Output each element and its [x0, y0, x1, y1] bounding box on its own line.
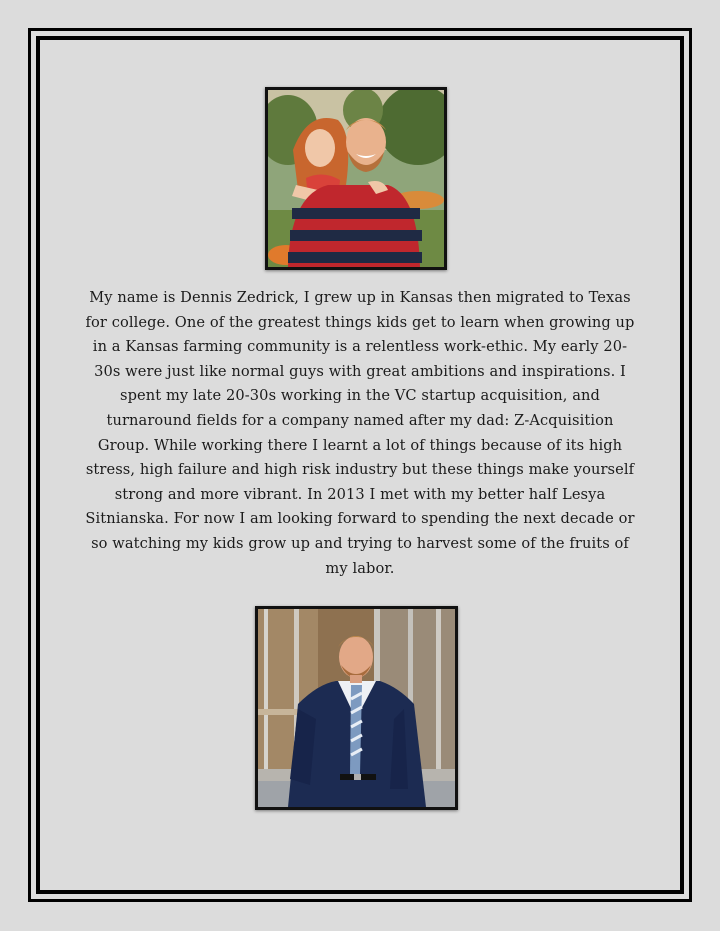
photo-man-in-suit-illustration	[258, 609, 455, 807]
photo-father-and-daughter	[265, 87, 447, 270]
bio-paragraph: My name is Dennis Zedrick, I grew up in Kansas then migrated to Texas for college. One of the greatest things kids get to learn when growing up in a Kansas farming community is a relentless work-ethic. My early 20-30s were just like normal guys with great ambitions and inspirations. I spent my late 20-30s working in the VC startup acquisition, and turnaround fields for a company named after my dad: Z-Acquisition Group. While working there I learnt a lot of things because of its high stress, high failure and high risk industry but these things make yourself strong and more vibrant. In 2013 I met with my better half Lesya Sitnianska. For now I am looking forward to spending the next decade or so watching my kids grow up and trying to harvest some of the fruits of my labor.	[85, 289, 635, 577]
photo-man-in-suit	[255, 606, 458, 810]
photo-father-and-daughter-illustration	[268, 90, 444, 267]
